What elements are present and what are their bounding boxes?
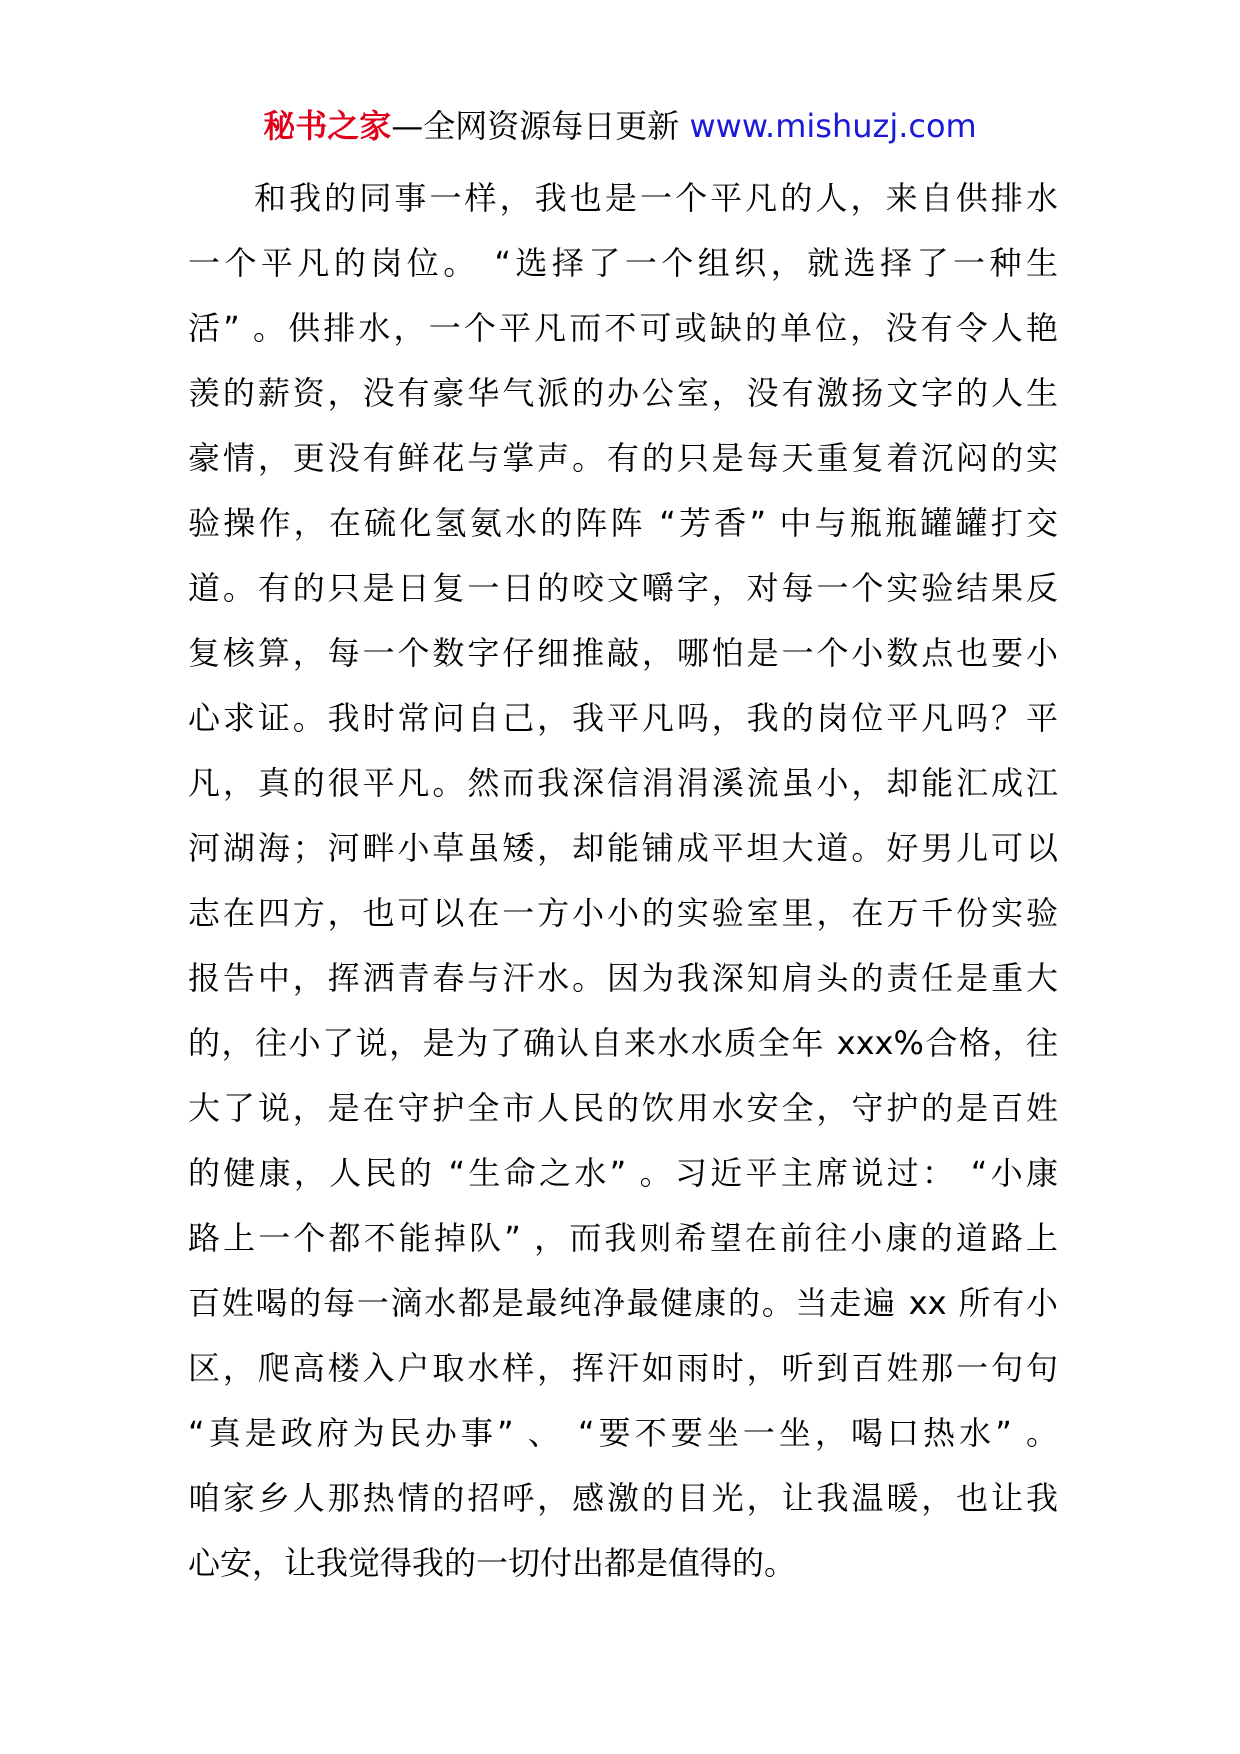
text-line: 报告中，挥洒青春与汗水。因为我深知肩头的责任是重大 (188, 959, 1058, 997)
text-line: “真是政府为民办事” 、 “要不要坐一坐，喝口热水” 。 (188, 1414, 1058, 1452)
text-line: 心求证。我时常问自己，我平凡吗，我的岗位平凡吗？平 (188, 699, 1058, 737)
text-line: 一个平凡的岗位。 “选择了一个组织，就选择了一种生 (188, 244, 1058, 282)
site-url-link[interactable]: www.mishuzj.com (689, 107, 977, 145)
text-line: 区，爬高楼入户取水样，挥汗如雨时，听到百姓那一句句 (188, 1349, 1058, 1387)
text-line: 河湖海；河畔小草虽矮，却能铺成平坦大道。好男儿可以 (188, 829, 1058, 867)
text-line: 豪情，更没有鲜花与掌声。有的只是每天重复着沉闷的实 (188, 439, 1058, 477)
text-line: 的健康，人民的 “生命之水” 。习近平主席说过： “小康 (188, 1154, 1058, 1192)
text-line: 羡的薪资，没有豪华气派的办公室，没有激扬文字的人生 (188, 374, 1058, 412)
site-tagline: —全网资源每日更新 (391, 107, 680, 145)
text-line: 复核算，每一个数字仔细推敲，哪怕是一个小数点也要小 (188, 634, 1058, 672)
text-line: 咱家乡人那热情的招呼，感激的目光，让我温暖，也让我 (188, 1479, 1058, 1517)
brand-name: 秘书之家 (263, 107, 392, 145)
text-line: 路上一个都不能掉队” ，而我则希望在前往小康的道路上 (188, 1219, 1058, 1257)
site-header (0, 104, 1240, 148)
article-body (188, 166, 1058, 1596)
text-line: 志在四方，也可以在一方小小的实验室里，在万千份实验 (188, 894, 1058, 932)
text-line: 道。有的只是日复一日的咬文嚼字，对每一个实验结果反 (188, 569, 1058, 607)
text-line: 和我的同事一样，我也是一个平凡的人，来自供排水 (254, 179, 1058, 217)
text-line: 活” 。供排水，一个平凡而不可或缺的单位，没有令人艳 (188, 309, 1058, 347)
text-line: 百姓喝的每一滴水都是最纯净最健康的。当走遍 xx 所有小 (188, 1284, 1058, 1322)
text-line: 凡，真的很平凡。然而我深信涓涓溪流虽小，却能汇成江 (188, 764, 1058, 802)
text-line: 心安，让我觉得我的一切付出都是值得的。 (188, 1544, 797, 1582)
text-line: 大了说，是在守护全市人民的饮用水安全，守护的是百姓 (188, 1089, 1058, 1127)
text-line: 验操作，在硫化氢氨水的阵阵 “芳香” 中与瓶瓶罐罐打交 (188, 504, 1058, 542)
text-line: 的，往小了说，是为了确认自来水水质全年 xxx%合格，往 (188, 1024, 1058, 1062)
